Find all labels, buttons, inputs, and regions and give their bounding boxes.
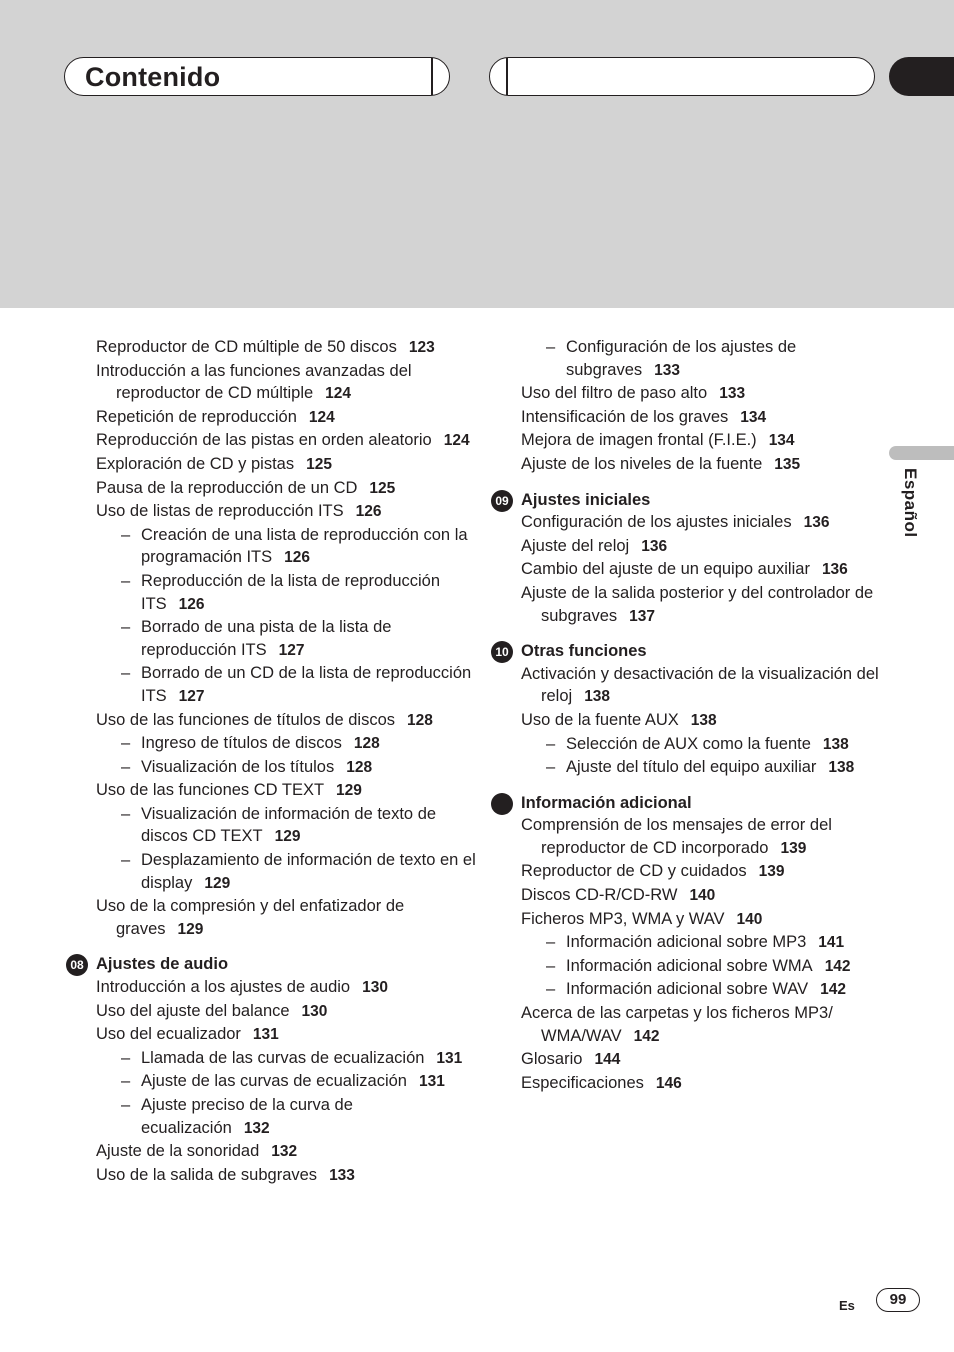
entry-page-number: 133 [329, 1166, 355, 1184]
entry-title: Ajuste de la salida posterior y del controlador de subgraves [521, 583, 874, 625]
entry-title: Reproducción de las pistas en orden aleatorio [96, 431, 432, 450]
title-frame-divider [431, 58, 433, 95]
entry-page-number: 126 [355, 503, 382, 521]
toc-entry[interactable] [521, 382, 911, 406]
entry-title: Ficheros MP3, WMA y WAV [521, 909, 725, 928]
section-number-badge [491, 793, 513, 815]
entry-page-number: 134 [740, 408, 767, 426]
entry-page-number: 125 [306, 455, 332, 473]
toc-subentry[interactable] [96, 1047, 486, 1071]
entry-title: Uso de la salida de subgraves [96, 1165, 318, 1184]
entry-page-number: 142 [633, 1027, 660, 1045]
chapter-tab [889, 57, 954, 96]
toc-entry[interactable] [96, 976, 486, 1000]
entry-title: Ajuste de los niveles de la fuente [521, 454, 763, 473]
toc-entry[interactable] [521, 453, 911, 477]
dash-bullet: – [121, 804, 131, 823]
entry-page-number: 130 [301, 1002, 328, 1020]
entry-title: Ajuste preciso de la curva de ecualización [141, 1096, 353, 1137]
header-band [0, 0, 954, 308]
entry-page-number: 140 [736, 910, 763, 928]
entry-title: Información adicional sobre WAV [566, 980, 809, 999]
toc-subentry[interactable] [96, 570, 486, 616]
toc-entry[interactable] [96, 453, 486, 477]
toc-entry[interactable] [521, 1072, 911, 1096]
dash-bullet: – [546, 933, 556, 952]
entry-page-number: 141 [818, 934, 845, 952]
section-title: Ajustes de audio [96, 955, 229, 974]
entry-title: Uso de las funciones de títulos de discos [96, 710, 396, 729]
toc-subentry[interactable] [96, 756, 486, 780]
entry-title: Ingreso de títulos de discos [141, 734, 342, 753]
entry-page-number: 131 [418, 1073, 445, 1091]
entry-title: Uso de las funciones CD TEXT [96, 781, 325, 800]
entry-page-number: 123 [408, 339, 435, 356]
entry-page-number: 139 [758, 863, 785, 881]
entry-title: Exploración de CD y pistas [96, 454, 295, 473]
entry-title: Uso del filtro de paso alto [521, 384, 708, 403]
entry-page-number: 124 [325, 385, 352, 403]
entry-title: Visualización de los títulos [141, 757, 335, 776]
entry-page-number: 129 [336, 782, 362, 800]
entry-title: Intensificación de los graves [521, 407, 729, 426]
toc-subentry[interactable] [521, 733, 911, 757]
toc-entry[interactable] [521, 511, 911, 535]
entry-page-number: 138 [822, 735, 849, 753]
toc-entry[interactable] [521, 582, 911, 628]
entry-page-number: 129 [177, 920, 204, 938]
entry-title: Reproductor de CD y cuidados [521, 862, 747, 881]
dash-bullet: – [546, 956, 556, 975]
entry-page-number: 127 [178, 687, 205, 705]
section-title: Otras funciones [521, 642, 647, 661]
toc-entry[interactable] [521, 429, 911, 453]
toc-entry[interactable] [96, 1023, 486, 1047]
entry-page-number: 133 [719, 385, 746, 403]
entry-page-number: 135 [774, 455, 801, 473]
entry-title: Configuración de los ajustes iniciales [521, 513, 792, 532]
entry-page-number: 129 [204, 874, 231, 892]
blank-frame-divider [506, 58, 508, 95]
toc-entry[interactable] [96, 336, 486, 360]
toc-subentry[interactable] [96, 732, 486, 756]
entry-page-number: 129 [274, 828, 301, 846]
entry-page-number: 138 [828, 759, 855, 777]
toc-right-column [495, 336, 911, 1095]
entry-title: Desplazamiento de información de texto en el display [141, 851, 476, 892]
entry-title: Selección de AUX como la fuente [566, 734, 811, 753]
entry-page-number: 138 [584, 688, 611, 706]
entry-title: Información adicional sobre MP3 [566, 933, 807, 952]
toc-entry[interactable] [521, 535, 911, 559]
toc-entry[interactable] [521, 860, 911, 884]
toc-subentry[interactable] [521, 978, 911, 1002]
entry-title: Activación y desactivación de la visualización del reloj [521, 664, 879, 706]
toc-entry[interactable] [96, 360, 486, 406]
section-number-badge: 09 [491, 490, 513, 512]
entry-title: Especificaciones [521, 1073, 644, 1092]
toc-entry[interactable] [96, 406, 486, 430]
toc-entry[interactable] [521, 908, 911, 932]
entry-page-number: 128 [353, 735, 380, 753]
entry-title: Uso del ecualizador [96, 1025, 241, 1044]
entry-title: Comprensión de los mensajes de error del reproductor de CD incorporado [521, 816, 832, 857]
dash-bullet: – [121, 664, 131, 683]
toc-entry[interactable] [96, 477, 486, 501]
toc-subentry[interactable] [521, 756, 911, 780]
entry-page-number: 134 [768, 432, 795, 450]
dash-bullet: – [121, 1072, 131, 1091]
dash-bullet: – [121, 734, 131, 753]
entry-title: Introducción a las funciones avanzadas del reproductor de CD múltiple [96, 361, 412, 403]
toc-subentry[interactable] [96, 849, 486, 895]
toc-entry[interactable] [521, 406, 911, 430]
toc-entry[interactable] [521, 884, 911, 908]
toc-subentry[interactable] [521, 955, 911, 979]
toc-entry[interactable] [96, 429, 486, 453]
entry-page-number: 128 [407, 711, 433, 729]
toc-subentry[interactable] [96, 803, 486, 849]
toc-entry[interactable] [521, 558, 911, 582]
toc-entry[interactable] [96, 709, 486, 733]
entry-title: Llamada de las curvas de ecualización [141, 1048, 425, 1067]
entry-page-number: 130 [362, 979, 388, 997]
entry-title: Uso de la compresión y del enfatizador de graves [96, 897, 405, 938]
toc-subentry[interactable] [521, 336, 911, 382]
entry-page-number: 124 [443, 432, 470, 450]
toc-entry[interactable] [96, 779, 486, 803]
entry-title: Ajuste del título del equipo auxiliar [566, 758, 817, 777]
toc-section-heading [70, 953, 486, 976]
dash-bullet: – [121, 1048, 131, 1067]
toc-subentry[interactable] [96, 1094, 486, 1140]
dash-bullet: – [546, 734, 556, 753]
toc-entry[interactable] [96, 1000, 486, 1024]
entry-page-number: 133 [654, 361, 681, 379]
toc-entry[interactable] [521, 709, 911, 733]
section-number-badge: 10 [491, 641, 513, 663]
entry-page-number: 132 [243, 1119, 270, 1137]
title-frame [64, 57, 450, 96]
dash-bullet: – [546, 758, 556, 777]
entry-title: Uso del ajuste del balance [96, 1001, 290, 1020]
entry-page-number: 142 [820, 981, 846, 999]
entry-title: Repetición de reproducción [96, 407, 297, 426]
entry-page-number: 139 [780, 839, 807, 857]
entry-title: Ajuste del reloj [521, 536, 630, 555]
dash-bullet: – [121, 571, 131, 590]
toc-left-column [70, 336, 486, 1187]
dash-bullet: – [121, 851, 131, 870]
section-number-badge: 08 [66, 954, 88, 976]
toc-entry[interactable] [521, 814, 911, 860]
page-number: 99 [876, 1288, 920, 1312]
entry-title: Acerca de las carpetas y los ficheros MP3/ WMA/WAV [521, 1004, 833, 1045]
entry-page-number: 137 [629, 607, 656, 625]
entry-page-number: 128 [346, 758, 373, 776]
toc-entry[interactable] [521, 1002, 911, 1048]
entry-title: Glosario [521, 1050, 583, 1069]
entry-title: Información adicional sobre WMA [566, 956, 813, 975]
entry-page-number: 132 [271, 1143, 298, 1161]
entry-title: Mejora de imagen frontal (F.I.E.) [521, 431, 757, 450]
section-title: Información adicional [521, 793, 692, 812]
toc-section-heading [495, 640, 911, 663]
entry-title: Reproductor de CD múltiple de 50 discos [96, 338, 397, 356]
entry-title: Ajuste de la sonoridad [96, 1142, 260, 1161]
toc-entry[interactable] [521, 1048, 911, 1072]
dash-bullet: – [546, 980, 556, 999]
toc-entry[interactable] [96, 500, 486, 524]
entry-page-number: 140 [689, 887, 716, 905]
entry-title: Reproducción de la lista de reproducción ITS [141, 571, 441, 613]
toc-entry[interactable] [521, 663, 911, 709]
toc-entry[interactable] [96, 1140, 486, 1164]
entry-title: Borrado de una pista de la lista de reproducción ITS [141, 618, 392, 659]
blank-header-frame [489, 57, 875, 96]
entry-title: Cambio del ajuste de un equipo auxiliar [521, 560, 810, 579]
dash-bullet: – [121, 525, 131, 544]
footer-language-code: Es [839, 1298, 855, 1313]
entry-title: Introducción a los ajustes de audio [96, 978, 351, 997]
toc-section-heading [495, 489, 911, 512]
toc-subentry[interactable] [96, 616, 486, 662]
dash-bullet: – [121, 757, 131, 776]
page-title: Contenido [85, 62, 221, 92]
entry-title: Uso de la fuente AUX [521, 710, 679, 729]
toc-subentry[interactable] [521, 931, 911, 955]
entry-page-number: 146 [655, 1074, 682, 1092]
entry-title: Pausa de la reproducción de un CD [96, 478, 358, 497]
entry-page-number: 138 [690, 711, 717, 729]
toc-subentry[interactable] [96, 1070, 486, 1094]
entry-title: Configuración de los ajustes de subgraves [566, 338, 797, 379]
entry-title: Creación de una lista de reproducción con la programación ITS [141, 525, 468, 567]
entry-page-number: 127 [278, 641, 305, 659]
dash-bullet: – [546, 338, 556, 356]
entry-title: Discos CD-R/CD-RW [521, 886, 678, 905]
toc-entry[interactable] [96, 1164, 486, 1188]
entry-title: Visualización de información de texto de discos CD TEXT [141, 804, 437, 846]
entry-title: Ajuste de las curvas de ecualización [141, 1072, 407, 1091]
entry-page-number: 131 [436, 1049, 463, 1067]
entry-page-number: 136 [803, 514, 830, 532]
toc-entry[interactable] [96, 895, 486, 941]
entry-page-number: 126 [284, 549, 311, 567]
entry-title: Borrado de un CD de la lista de reproducción ITS [141, 664, 472, 705]
entry-page-number: 142 [824, 957, 851, 975]
dash-bullet: – [121, 618, 131, 637]
entry-page-number: 136 [641, 537, 668, 555]
entry-page-number: 144 [594, 1051, 621, 1069]
entry-page-number: 136 [821, 561, 848, 579]
entry-page-number: 125 [369, 479, 396, 497]
entry-title: Uso de listas de reproducción ITS [96, 502, 344, 521]
toc-section-heading [521, 792, 911, 815]
dash-bullet: – [121, 1096, 131, 1114]
entry-page-number: 126 [178, 595, 205, 613]
language-label: Español [901, 468, 920, 538]
toc-subentry[interactable] [96, 662, 486, 708]
toc-subentry[interactable] [96, 524, 486, 570]
entry-page-number: 131 [252, 1026, 279, 1044]
entry-page-number: 124 [308, 408, 335, 426]
section-title: Ajustes iniciales [521, 490, 651, 509]
